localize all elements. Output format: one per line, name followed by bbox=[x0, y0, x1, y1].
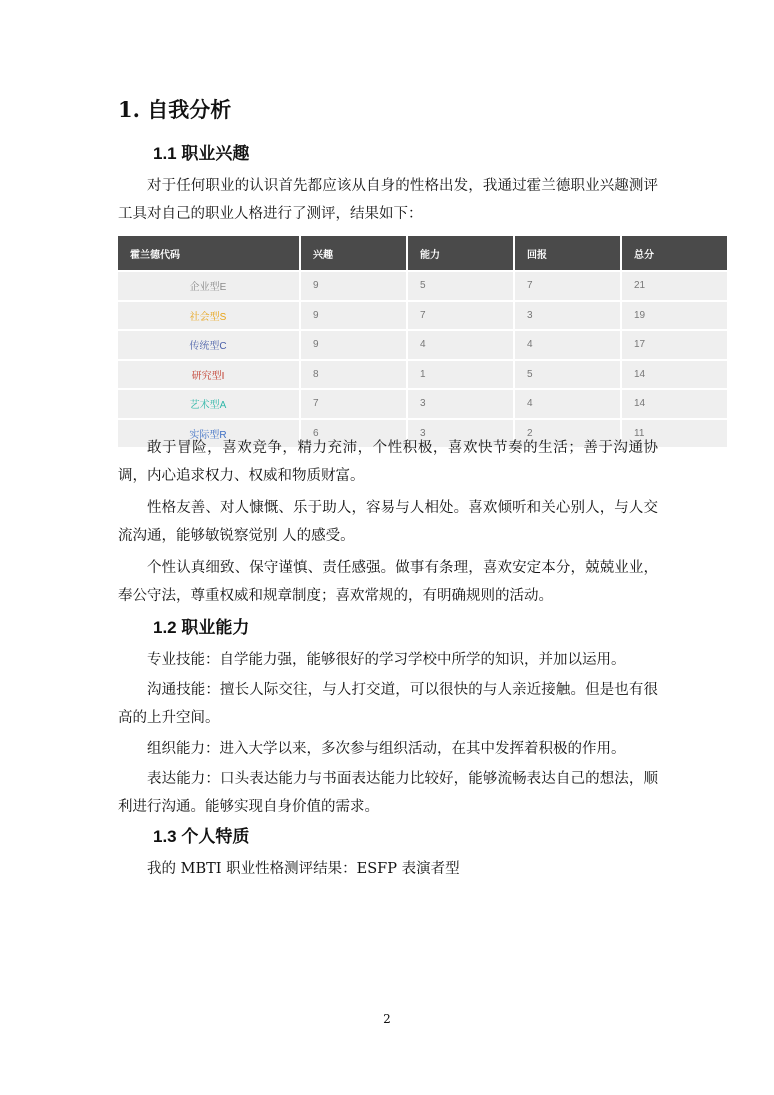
paragraph-conventional: 个性认真细致、保守谨慎、责任感强。做事有条理，喜欢安定本分，兢兢业业，奉公守法，尊重权威和规章制度；喜欢常规的，有明确规则的活动。 bbox=[118, 560, 658, 604]
paragraph-communication-skill: 沟通技能：擅长人际交往，与人打交道，可以很快的与人亲近接触。但是也有很高的上升空间。 bbox=[118, 682, 658, 726]
paragraph-expression-ability: 表达能力：口头表达能力与书面表达能力比较好，能够流畅表达自己的想法，顺利进行沟通。能够实现自身价值的需求。 bbox=[118, 771, 658, 815]
holland-code-table bbox=[118, 236, 727, 447]
table-cell-type: 实际型R bbox=[118, 418, 301, 448]
page-number: 2 bbox=[383, 1012, 391, 1026]
table-cell: 19 bbox=[622, 300, 727, 330]
table-cell: 1 bbox=[408, 359, 515, 389]
subsection-heading-personal-traits: 1.3 个人特质 bbox=[153, 827, 250, 846]
table-cell-type: 社会型S bbox=[118, 300, 301, 330]
table-row bbox=[118, 388, 727, 418]
table-cell: 4 bbox=[515, 329, 622, 359]
table-cell: 6 bbox=[301, 418, 408, 448]
table-header-cell: 兴趣 bbox=[301, 236, 408, 270]
table-cell-type: 企业型E bbox=[118, 270, 301, 300]
table-cell: 5 bbox=[515, 359, 622, 389]
table-cell: 17 bbox=[622, 329, 727, 359]
table-cell: 9 bbox=[301, 300, 408, 330]
table-cell: 3 bbox=[408, 388, 515, 418]
table-header-cell: 能力 bbox=[408, 236, 515, 270]
paragraph-organization-ability: 组织能力：进入大学以来，多次参与组织活动，在其中发挥着积极的作用。 bbox=[147, 741, 626, 757]
table-header-cell: 霍兰德代码 bbox=[118, 236, 301, 270]
intro-paragraph: 对于任何职业的认识首先都应该从自身的性格出发，我通过霍兰德职业兴趣测评工具对自己的职业人格进行了测评，结果如下： bbox=[118, 178, 658, 222]
table-cell: 7 bbox=[515, 270, 622, 300]
table-cell: 4 bbox=[408, 329, 515, 359]
table-cell: 4 bbox=[515, 388, 622, 418]
table-cell-type: 传统型C bbox=[118, 329, 301, 359]
table-cell: 7 bbox=[408, 300, 515, 330]
table-cell-type: 研究型I bbox=[118, 359, 301, 389]
paragraph-social: 性格友善、对人慷慨、乐于助人，容易与人相处。喜欢倾听和关心别人，与人交流沟通，能够敏锐察觉别 人的感受。 bbox=[118, 500, 658, 544]
table-cell: 2 bbox=[515, 418, 622, 448]
table-cell: 11 bbox=[622, 418, 727, 448]
table-cell: 14 bbox=[622, 388, 727, 418]
paragraph-enterprising: 敢于冒险，喜欢竞争，精力充沛，个性积极，喜欢快节奏的生活；善于沟通协调，内心追求权力、权威和物质财富。 bbox=[118, 440, 658, 484]
table-cell: 21 bbox=[622, 270, 727, 300]
table-row bbox=[118, 329, 727, 359]
table-cell-type: 艺术型A bbox=[118, 388, 301, 418]
paragraph-mbti-result: 我的 MBTI 职业性格测评结果：ESFP 表演者型 bbox=[147, 861, 460, 877]
table-cell: 9 bbox=[301, 270, 408, 300]
table-row bbox=[118, 300, 727, 330]
table-header-cell: 总分 bbox=[622, 236, 727, 270]
paragraph-professional-skill: 专业技能：自学能力强，能够很好的学习学校中所学的知识，并加以运用。 bbox=[147, 652, 626, 668]
table-row bbox=[118, 270, 727, 300]
table-cell: 3 bbox=[515, 300, 622, 330]
table-cell: 3 bbox=[408, 418, 515, 448]
table-header-row bbox=[118, 236, 727, 270]
table-header-cell: 回报 bbox=[515, 236, 622, 270]
table-cell: 5 bbox=[408, 270, 515, 300]
subsection-heading-career-interest: 1.1 职业兴趣 bbox=[153, 144, 250, 163]
table-row bbox=[118, 359, 727, 389]
subsection-heading-career-ability: 1.2 职业能力 bbox=[153, 618, 250, 637]
table-cell: 8 bbox=[301, 359, 408, 389]
section-heading-self-analysis: 1. 自我分析 bbox=[118, 97, 232, 122]
table-cell: 9 bbox=[301, 329, 408, 359]
table-cell: 14 bbox=[622, 359, 727, 389]
table-cell: 7 bbox=[301, 388, 408, 418]
